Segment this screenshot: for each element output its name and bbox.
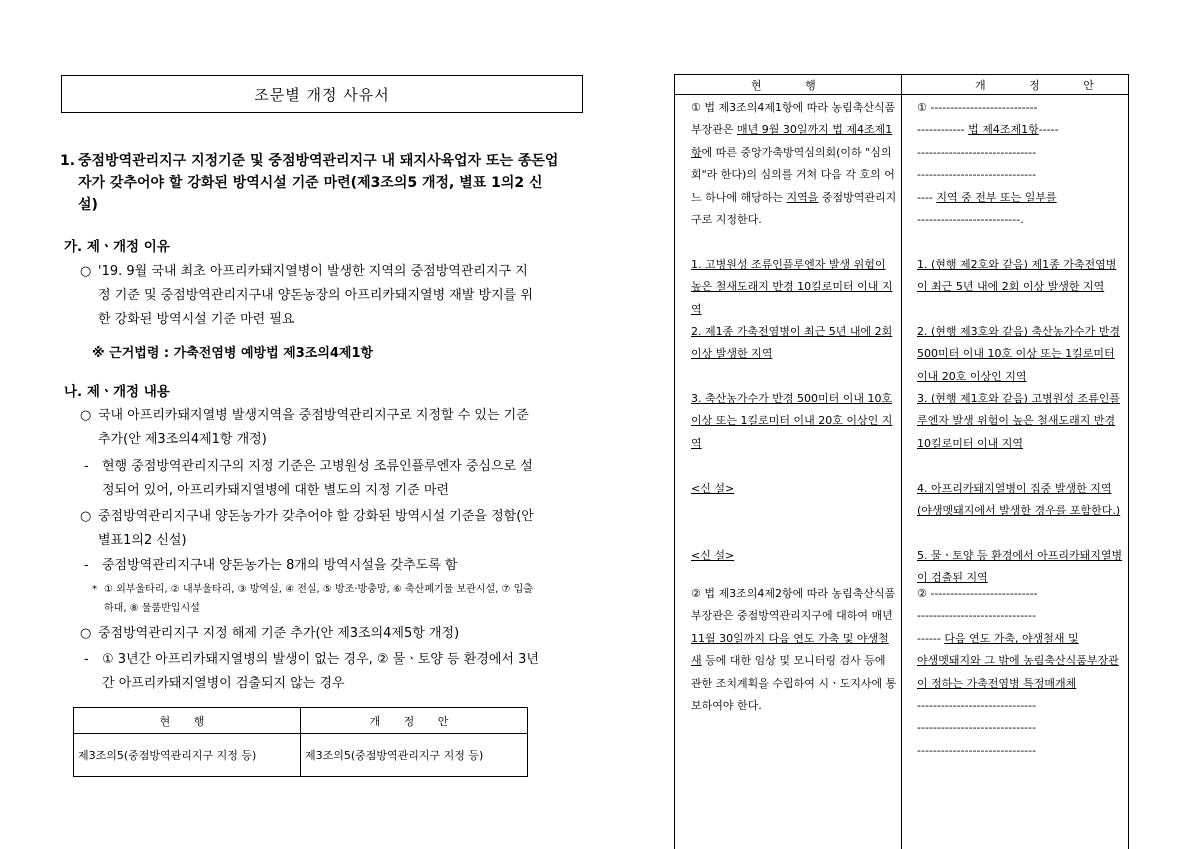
header-current: 현 행 <box>74 708 301 734</box>
dash-line: ------ <box>917 631 945 645</box>
underlined-text: 지역 중 전부 또는 일부를 <box>936 190 1057 204</box>
revised-clause-2 <box>917 583 1125 762</box>
content-item-6 <box>80 622 545 646</box>
dash-line: ------------------------------ <box>917 145 1037 159</box>
content-item-1 <box>80 404 545 452</box>
content-item-5-note <box>92 580 542 618</box>
clause-text: ① 법 제3조의4제1항에 따라 농림축산식품부장관은 <box>691 101 896 137</box>
reason-heading: 가. 제ㆍ개정 이유 <box>64 239 170 255</box>
content-item-3 <box>80 505 545 553</box>
dash-line: ------------------------------ <box>917 721 1037 735</box>
reason-text: '19. 9월 국내 최초 아프리카돼지열병이 발생한 지역의 중점방역관리지구 지정 기준 및 중점방역관리지구내 양돈농장의 아프리카돼지열병 재발 방지를 위한 강화된 방역시설 기준 마련 필요 <box>98 264 533 327</box>
revised-item-5: 5. 물ㆍ토양 등 환경에서 아프리카돼지열병이 검출된 지역 <box>917 549 1123 585</box>
asterisk-mark: * <box>92 584 97 595</box>
item-text: 국내 아프리카돼지열병 발생지역을 중점방역관리지구로 지정할 수 있는 기준 추가(안 제3조의4제1항 개정) <box>98 408 529 447</box>
dash-mark: - <box>84 652 89 667</box>
dash-line: ------------------------------ <box>917 743 1037 757</box>
column-divider <box>901 75 902 849</box>
underlined-text: 11월 30일까지 다음 연도 가축 및 야생철새 <box>691 631 889 668</box>
current-clause-2 <box>691 583 897 717</box>
current-new-2: <신 설> <box>691 549 735 562</box>
dash-line: ------------------------------ <box>917 168 1037 182</box>
clause-text: 중점방역관리지구로 지정한다. <box>691 190 897 227</box>
revised-item-4: 4. 아프리카돼지열병이 집중 발생한 지역(야생멧돼지에서 발생한 경우를 포함한다.) <box>917 482 1121 518</box>
dash-line: ----- <box>1038 123 1059 137</box>
dash-mark: - <box>84 459 89 474</box>
content-item-4 <box>84 554 545 578</box>
note-text: ① 외부울타리, ② 내부울타리, ③ 방역실, ④ 전실, ⑤ 방조·방충망, ⑥ 축산폐기물 보관시설, ⑦ 입출하대, ⑧ 물품반입시설 <box>104 584 533 614</box>
header-revised: 개 정 안 <box>301 708 528 734</box>
clause-text: ② 법 제3조의4제2항에 따라 농림축산식품부장관은 중점방역관리지구에 대하여 매년 <box>691 587 896 623</box>
cell-revised: 제3조의5(중점방역관리지구 지정 등) <box>301 734 528 777</box>
section-1-heading <box>60 150 560 216</box>
legal-basis: ※ 근거법령 : 가축전염병 예방법 제3조의4제1항 <box>92 346 374 361</box>
header-revised: 개 정 안 <box>975 79 1114 92</box>
dash-mark: - <box>84 558 89 573</box>
current-new-1: <신 설> <box>691 482 735 495</box>
section-1-number: 1. <box>60 153 76 169</box>
revised-item-1: 1. (현행 제2호와 같음) 제1종 가축전염병이 최근 5년 내에 2회 이상 발생한 지역 <box>917 258 1117 294</box>
content-heading: 나. 제ㆍ개정 내용 <box>64 384 170 400</box>
clause-text: 에 따른 중앙가축방역심의회(이하 "심의회"라 한다)의 심의를 거쳐 다음 각 호의 어느 하나에 해당하는 <box>691 145 895 204</box>
dash-line: --------------------------. <box>917 213 1024 227</box>
current-item-2: 2. 제1종 가축전염병이 최근 5년 내에 2회 이상 발생한 지역 <box>691 325 893 361</box>
right-comparison-table <box>674 74 1129 849</box>
table-row <box>74 734 528 777</box>
item-text: 현행 중점방역관리지구의 지정 기준은 고병원성 조류인플루엔자 중심으로 설정되어 있어, 아프리카돼지열병에 대한 별도의 지정 기준 마련 <box>102 459 533 498</box>
item-text: ① 3년간 아프리카돼지열병의 발생이 없는 경우, ② 물ㆍ토양 등 환경에서 3년간 아프리카돼지열병이 검출되지 않는 경우 <box>102 652 539 691</box>
current-clause-1 <box>691 97 897 231</box>
cell-current: 제3조의5(중점방역관리지구 지정 등) <box>74 734 301 777</box>
content-item-2 <box>84 455 545 503</box>
current-item-3: 3. 축산농가수가 반경 500미터 이내 10호 이상 또는 1킬로미터 이내 20호 이상인 지역 <box>691 392 893 450</box>
document-title <box>61 75 583 113</box>
clause-text: 등에 대한 임상 및 모니터링 검사 등에 관한 조치계획을 수립하여 시ㆍ도지사에 통보하여야 한다. <box>691 654 897 713</box>
underlined-text: 지역을 <box>786 190 819 204</box>
section-1-text: 중점방역관리지구 지정기준 및 중점방역관리지구 내 돼지사육업자 또는 종돈업자가 갖추어야 할 강화된 방역시설 기준 마련(제3조의5 개정, 별표 1의2 신설) <box>78 153 559 213</box>
reason-paragraph <box>80 260 540 332</box>
underlined-text: 매년 9월 30일까지 법 제4조제1항 <box>691 123 893 159</box>
dash-line: ------------------------------ <box>917 609 1037 623</box>
dash-line: ---- <box>917 190 937 204</box>
current-item-1: 1. 고병원성 조류인플루엔자 발생 위험이 높은 철새도래지 반경 10킬로미터 이내 지역 <box>691 258 893 316</box>
item-text: 중점방역관리지구내 양돈농가는 8개의 방역시설을 갖추도록 함 <box>102 558 458 573</box>
bullet-mark: ○ <box>80 626 92 641</box>
item-text: 중점방역관리지구내 양돈농가가 갖추어야 할 강화된 방역시설 기준을 정함(안 별표1의2 신설) <box>98 509 534 548</box>
revised-item-2: 2. (현행 제3호와 같음) 축산농가수가 반경 500미터 이내 10호 이상 또는 1킬로미터 이내 20호 이상인 지역 <box>917 325 1120 383</box>
title-text: 조문별 개정 사유서 <box>254 85 390 104</box>
dash-line: ------------ <box>917 123 969 137</box>
dash-line: ------------------------------ <box>917 699 1037 713</box>
revised-item-3: 3. (현행 제1호와 같음) 고병원성 조류인플루엔자 발생 위험이 높은 철새도래지 반경 10킬로미터 이내 지역 <box>917 392 1120 450</box>
revised-clause-1 <box>917 97 1125 231</box>
item-text: 중점방역관리지구 지정 해제 기준 추가(안 제3조의4제5항 개정) <box>98 626 460 641</box>
dash-line: ② --------------------------- <box>917 587 1038 600</box>
underlined-text: 법 제4조제1항 <box>968 123 1039 137</box>
bullet-mark: ○ <box>80 509 92 524</box>
underlined-text: 다음 연도 가축, 야생철새 및 <box>944 631 1079 645</box>
dash-line: ① --------------------------- <box>917 101 1038 114</box>
reason-bullet: ○ <box>80 264 92 279</box>
bottom-comparison-table <box>73 707 528 777</box>
table-header-row <box>74 708 528 734</box>
content-item-7 <box>84 648 545 696</box>
header-current: 현 행 <box>751 79 836 92</box>
bullet-mark: ○ <box>80 408 92 423</box>
underlined-text: 야생멧돼지와 그 밖에 농림축산식품부장관이 정하는 가축전염병 특정매개체 <box>917 654 1119 690</box>
